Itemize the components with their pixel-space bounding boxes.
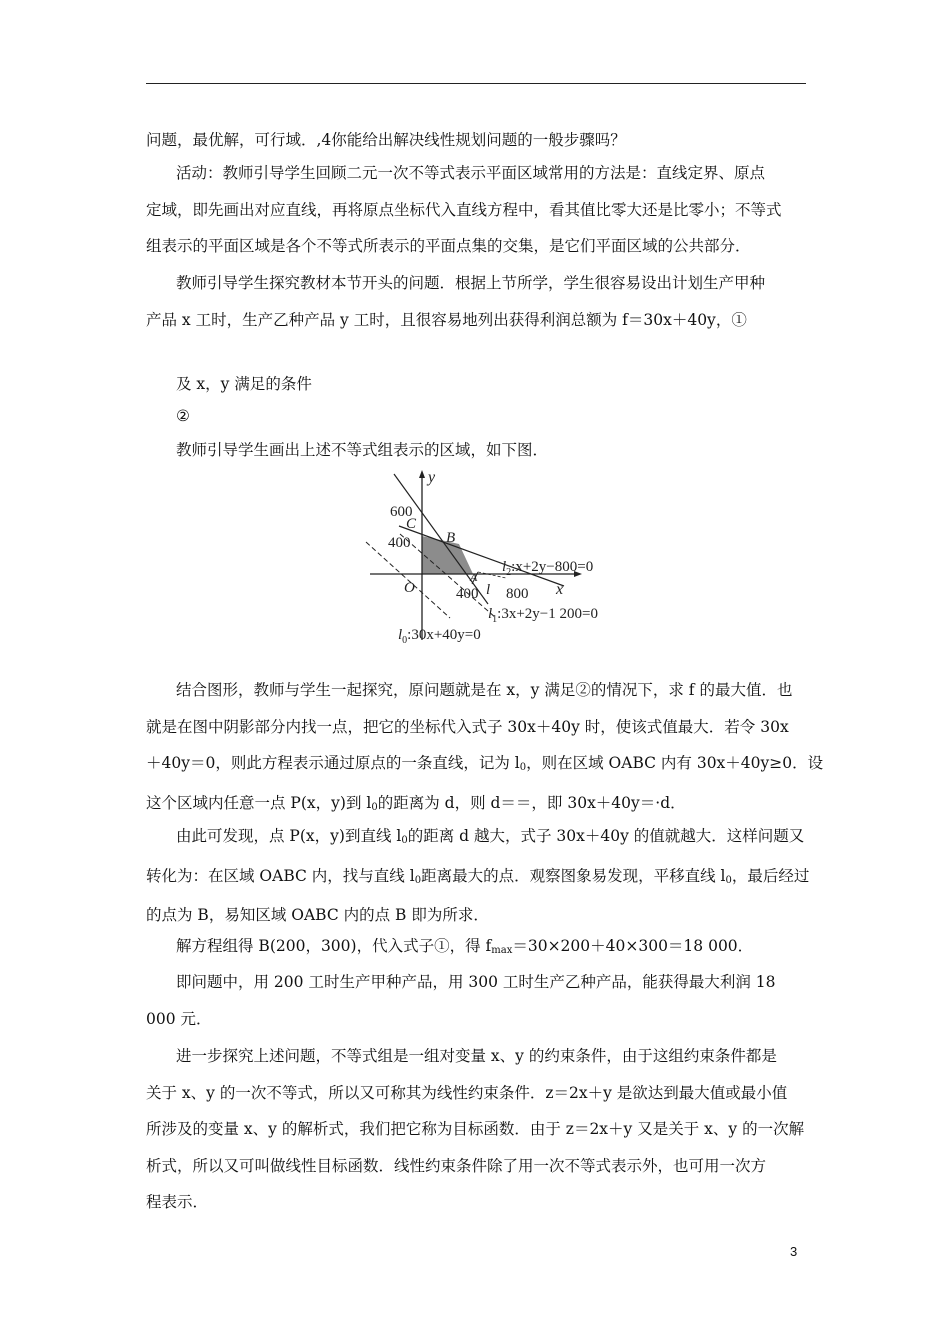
- text-line: 所涉及的变量 x、y 的解析式，我们把它称为目标函数．由于 z＝2x＋y 又是关于 x、y 的一次解: [146, 1120, 805, 1138]
- label-400-y: 400: [388, 535, 411, 551]
- header-rule: [146, 83, 806, 84]
- text-line: 产品 x 工时，生产乙种产品 y 工时，且很容易地列出获得利润总额为 f＝30x＋40y，①: [146, 310, 747, 329]
- text-line: 解方程组得 B(200，300)，代入式子①，得 fmax＝30×200＋40×300＝18 000．: [176, 937, 754, 956]
- label-l0: $l_0:30x+40y=0$: [398, 627, 481, 646]
- text-line: ＋40y＝0，则此方程表示通过原点的一条直线，记为 l0，则在区域 OABC 内有 30x＋40y≥0．设: [146, 754, 824, 773]
- paragraph-activity: [146, 155, 810, 265]
- text-line: 的点为 B，易知区域 OABC 内的点 B 即为所求．: [146, 906, 489, 924]
- text-line: 转化为：在区域 OABC 内，找与直线 l0距离最大的点．观察图象易发现，平移直线 l0，最后经过: [146, 866, 810, 886]
- label-l2: $l_2:x+2y-800=0$: [502, 559, 594, 578]
- paragraph-answer: [146, 964, 810, 1037]
- text-line: ②: [176, 407, 190, 425]
- text-line: 定域，即先画出对应直线，再将原点坐标代入直线方程中，看其值比零大还是比零小；不等式: [146, 200, 782, 219]
- paragraph-figure-intro: [146, 432, 810, 469]
- text-line: 就是在图中阴影部分内找一点，把它的坐标代入式子 30x＋40y 时，使该式值最大．若令 30x: [146, 717, 789, 736]
- label-600: 600: [390, 504, 413, 520]
- text-line: 结合图形，教师与学生一起探究，原问题就是在 x，y 满足②的情况下，求 f 的最大值．也: [176, 681, 793, 699]
- label-C: C: [406, 516, 417, 532]
- text-line: 这个区域内任意一点 P(x，y)到 l0的距离为 d，则 d＝＝，即 30x＋40y＝·d．: [146, 793, 686, 813]
- label-O: O: [404, 580, 415, 596]
- paragraph-solve: [146, 928, 810, 968]
- text-line: 即问题中，用 200 工时生产甲种产品，用 300 工时生产乙种产品，能获得最大利润 18: [176, 973, 776, 991]
- label-l1: $l_1:3x+2y-1$ 200=0: [488, 606, 598, 625]
- paragraph-problem: [146, 265, 810, 338]
- text-line: 活动：教师引导学生回顾二元一次不等式表示平面区域常用的方法是：直线定界、原点: [176, 164, 766, 182]
- page-number: 3: [790, 1244, 798, 1259]
- label-x: x: [556, 581, 564, 598]
- text-line: 教师引导学生画出上述不等式组表示的区域，如下图．: [176, 441, 549, 459]
- paragraph-explore: [146, 672, 824, 824]
- text-line: 组表示的平面区域是各个不等式所表示的平面点集的交集，是它们平面区域的公共部分．: [146, 237, 751, 255]
- label-A: A: [470, 570, 478, 584]
- feasible-region-figure: [364, 468, 664, 648]
- paragraph-further: [146, 1038, 810, 1221]
- label-B: B: [446, 530, 456, 546]
- label-l: l: [486, 582, 491, 598]
- text-line: 程表示．: [146, 1193, 209, 1211]
- paragraph-discover: [146, 818, 810, 934]
- text-line: 及 x，y 满足的条件: [176, 375, 312, 393]
- text-line: 由此可发现，点 P(x，y)到直线 l0的距离 d 越大，式子 30x＋40y 的值就越大．这样问题又: [176, 827, 805, 846]
- label-800: 800: [506, 586, 529, 602]
- text-line: 教师引导学生探究教材本节开头的问题．根据上节所学，学生很容易设出计划生产甲种: [176, 274, 766, 292]
- paragraph-circle-2: [146, 398, 810, 435]
- text-line: 问题，最优解，可行域．,4你能给出解决线性规划问题的一般步骤吗？: [146, 131, 626, 149]
- label-y: y: [428, 469, 436, 486]
- text-line: 000 元．: [146, 1009, 212, 1028]
- text-line: 关于 x、y 的一次不等式，所以又可称其为线性约束条件．z＝2x＋y 是欲达到最大值或最小值: [146, 1083, 788, 1102]
- y-axis-arrow: [419, 470, 425, 478]
- paragraph-steps: [146, 122, 810, 159]
- text-line: 进一步探究上述问题，不等式组是一组对变量 x、y 的约束条件，由于这组约束条件都是: [176, 1047, 777, 1065]
- label-400-x: 400: [456, 586, 479, 602]
- text-line: 析式，所以又可叫做线性目标函数．线性约束条件除了用一次不等式表示外，也可用一次方: [146, 1156, 767, 1175]
